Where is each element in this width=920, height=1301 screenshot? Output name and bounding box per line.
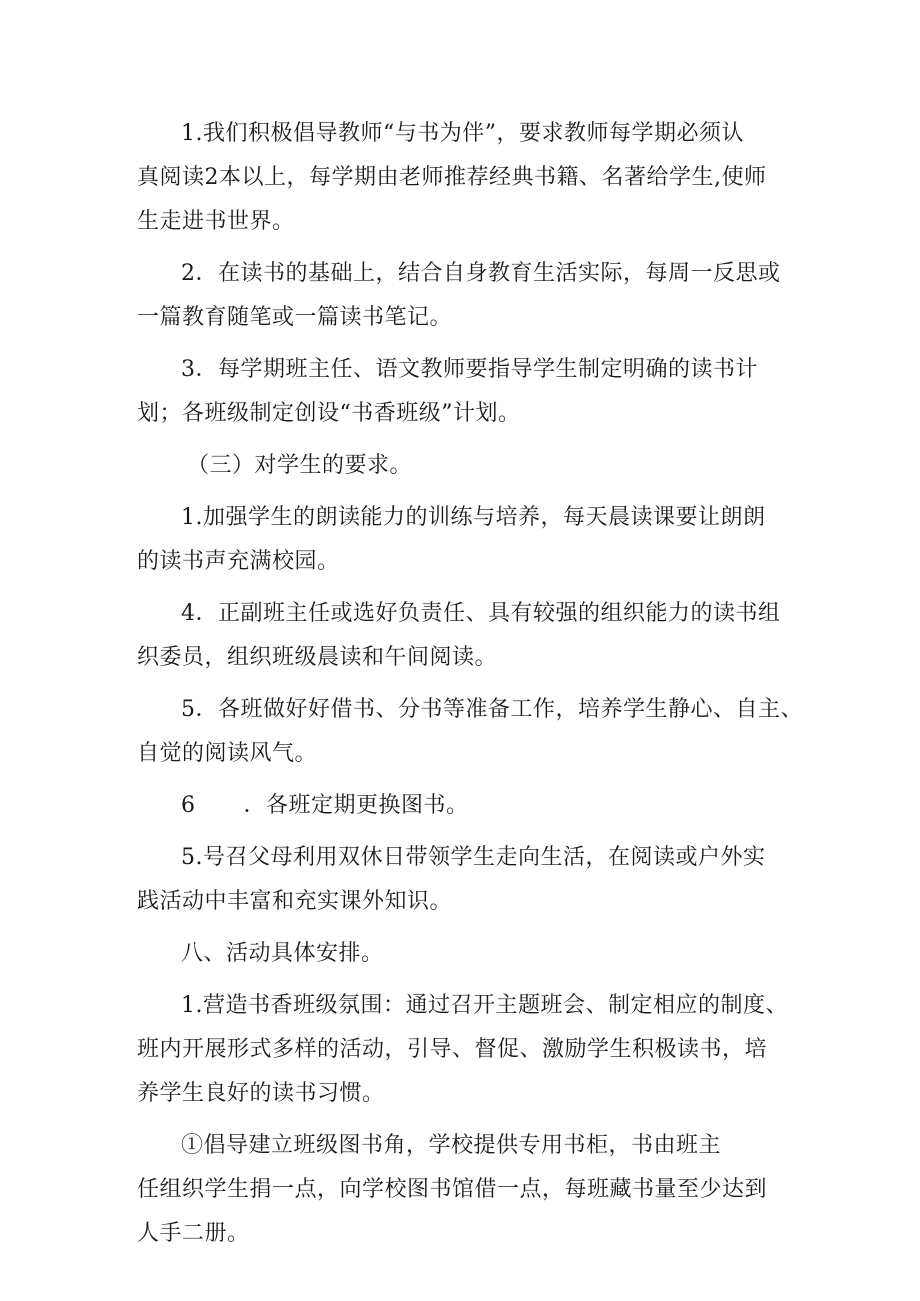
text-line xyxy=(137,784,793,828)
text-line: 4．正副班主任或选好负责任、具有较强的组织能力的读书组 xyxy=(181,601,781,626)
section-heading: 八、活动具体安排。 xyxy=(181,941,384,966)
item-text: ．各班定期更换图书。 xyxy=(243,793,469,818)
item-number: 6 xyxy=(181,793,196,818)
text-line: 班内开展形式多样的活动，引导、督促、激励学生积极读书，培 xyxy=(137,1037,768,1062)
text-line: 一篇教育随笔或一篇读书笔记。 xyxy=(137,305,453,330)
text-line: 1.加强学生的朗读能力的训练与培养，每天晨读课要让朗朗 xyxy=(181,505,766,530)
paragraph-reading-plan xyxy=(137,348,793,436)
section-heading-students xyxy=(137,444,793,488)
text-line: 5．各班做好好借书、分书等准备工作，培养学生静心、自主、 xyxy=(181,697,803,722)
text-line: 1.我们积极倡导教师“与书为伴”，要求教师每学期必须认 xyxy=(181,121,744,146)
text-line: 践活动中丰富和充实课外知识。 xyxy=(137,889,453,914)
text-line: 1.营造书香班级氛围：通过召开主题班会、制定相应的制度、 xyxy=(181,993,788,1018)
text-line: 人手二册。 xyxy=(137,1221,250,1246)
text-line: 的读书声充满校园。 xyxy=(137,549,340,574)
paragraph-book-rotation xyxy=(137,784,793,828)
paragraph-book-corner xyxy=(137,1124,793,1256)
text-line: 生走进书世界。 xyxy=(137,209,295,234)
paragraph-reading-aloud xyxy=(137,496,793,584)
document-body xyxy=(137,112,803,1264)
text-line: ①倡导建立班级图书角，学校提供专用书柜，书由班主 xyxy=(181,1133,722,1158)
paragraph-reflection xyxy=(137,252,793,340)
paragraph-atmosphere xyxy=(137,984,793,1116)
text-line: 自觉的阅读风气。 xyxy=(137,741,318,766)
text-line: 养学生良好的读书习惯。 xyxy=(137,1081,385,1106)
text-line: 真阅读2本以上，每学期由老师推荐经典书籍、名著给学生,使师 xyxy=(137,165,767,190)
text-line: 任组织学生捐一点，向学校图书馆借一点，每班藏书量至少达到 xyxy=(137,1177,768,1202)
paragraph-committee xyxy=(137,592,793,680)
section-heading: （三）对学生的要求。 xyxy=(187,453,413,478)
text-line: 3．每学期班主任、语文教师要指导学生制定明确的读书计 xyxy=(181,357,758,382)
paragraph-teacher-reading xyxy=(137,112,793,244)
paragraph-book-lending xyxy=(137,688,803,776)
text-line: 划；各班级制定创设“书香班级”计划。 xyxy=(137,401,521,426)
paragraph-parents xyxy=(137,836,793,924)
text-line: 2．在读书的基础上，结合自身教育生活实际，每周一反思或 xyxy=(181,261,781,286)
text-line: 织委员，组织班级晨读和午间阅读。 xyxy=(137,645,498,670)
section-heading-schedule xyxy=(137,932,793,976)
text-line: 5.号召父母利用双休日带领学生走向生活，在阅读或户外实 xyxy=(181,845,766,870)
